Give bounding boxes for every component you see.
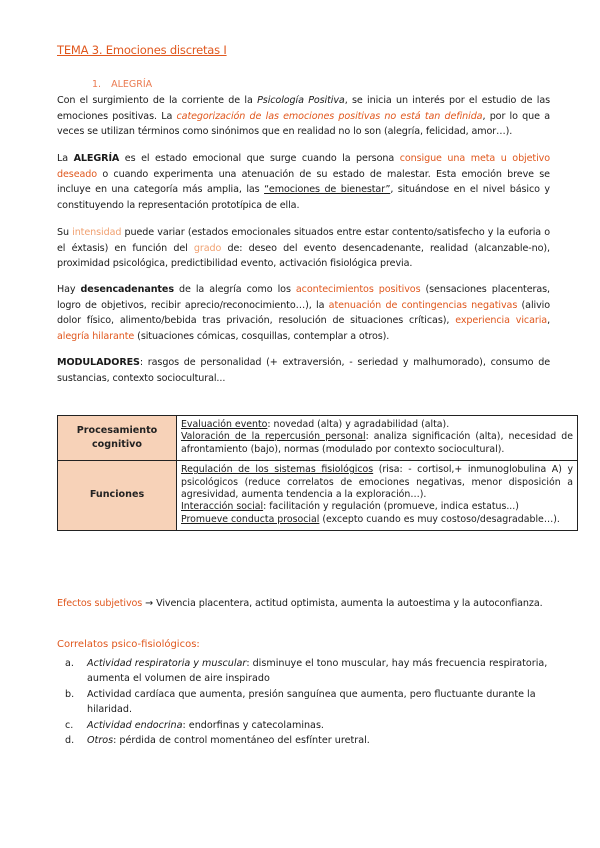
arrow-icon: → bbox=[145, 598, 154, 609]
highlight-hilarious: alegría hilarante bbox=[57, 330, 135, 342]
intro-paragraph: Con el surgimiento de la corriente de la Psicología Positiva, se inicia un interés por el estudio de las emociones positivas. La categorización de las emociones positivas no está tan definida, por lo que a veces se utilizan términos como sinónimos que en realidad no lo son (alegría, felicidad, amor…). bbox=[57, 95, 551, 138]
intensity-paragraph: Su intensidad puede variar (estados emocionales situados entre estar contento/satisfecho y la euforia o el éxtasis) en función del grado de: deseo del evento desencadenante, realidad (alcanzable-no), proximidad psicológica, predictibilidad evento, activación fisiológica previa. bbox=[57, 227, 550, 270]
modulators-paragraph: MODULADORES: rasgos de personalidad (+ extraversión, - seriedad y malhumorado), consumo de sustancias, contexto sociocultural... bbox=[57, 357, 550, 384]
list-item: c. Actividad endocrina: endorfinas y catecolaminas. bbox=[65, 719, 324, 731]
row-content-functions: Regulación de los sistemas fisiológicos (risa: - cortisol,+ inmunoglobulina A) y psicológicos (reduce correlatos de emociones negativas, menor disposición a agresividad, aumenta tendencia a la exploración…). Interacción social: facilitación y regulación (promueve, indica estatus...) Promueve conducta prosocial (excepto cuando es muy costoso/desagradable…). bbox=[177, 461, 578, 531]
row-content-cognitive: Evaluación evento: novedad (alta) y agradabilidad (alta). Valoración de la repercusión personal: analiza significación (alta), necesidad de afrontamiento (bajo), normas (modulado por contexto sociocultural). bbox=[177, 416, 578, 461]
highlight-goal: consigue una meta u objetivo deseado bbox=[57, 153, 550, 180]
row-label-cognitive: Procesamiento cognitivo bbox=[58, 416, 177, 461]
section-label: ALEGRÍA bbox=[111, 79, 153, 90]
effects-paragraph: Efectos subjetivos → Vivencia placentera, actitud optimista, aumenta la autoestima y la autoconfianza. bbox=[57, 598, 543, 609]
summary-table bbox=[57, 415, 578, 531]
table-row bbox=[58, 416, 578, 461]
list-item: d. Otros: pérdida de control momentáneo del esfínter uretral. bbox=[65, 735, 370, 747]
highlight-degree: grado bbox=[193, 242, 222, 254]
table-row bbox=[58, 461, 578, 531]
definition-paragraph: La ALEGRÍA es el estado emocional que surge cuando la persona consigue una meta u objetivo deseado o cuando experimenta una atenuación de su estado de malestar. Esta emoción breve se incluye en una categoría más amplia, las “emociones de bienestar”, situándose en el nivel básico y constituyendo la representación prototípica de ella. bbox=[57, 153, 550, 211]
effects-label: Efectos subjetivos bbox=[57, 598, 143, 609]
correlates-heading: Correlatos psico-fisiológicos: bbox=[57, 639, 200, 650]
list-item: a. Actividad respiratoria y muscular: disminuye el tono muscular, hay más frecuencia respiratoria, aumenta el volumen de aire inspirado bbox=[65, 658, 548, 685]
positive-psychology-term: Psicología Positiva bbox=[257, 95, 345, 106]
wellbeing-emotions-term: “emociones de bienestar” bbox=[264, 184, 391, 196]
modulators-term: MODULADORES bbox=[57, 357, 140, 368]
joy-term: ALEGRÍA bbox=[73, 153, 120, 164]
triggers-term: desencadenantes bbox=[80, 284, 174, 295]
highlight-intensity: intensidad bbox=[72, 227, 122, 238]
highlight-positive-events: acontecimientos positivos bbox=[295, 284, 421, 295]
list-item: b. Actividad cardíaca que aumenta, presión sanguínea que aumenta, pero fluctuante durante la hilaridad. bbox=[65, 688, 536, 716]
highlight-categorization: categorización de las emociones positivas no está tan definida bbox=[176, 110, 483, 122]
triggers-paragraph: Hay desencadenantes de la alegría como los acontecimientos positivos (sensaciones placenteras, logro de objetivos, recibir aprecio/reconocimiento…), la atenuación de contingencias negativas (alivio dolor físico, alimento/bebida tras privación, resolución de situaciones críticas), experiencia vicaria, alegría hilarante (situaciones cómicas, cosquillas, contemplar a otros). bbox=[57, 284, 551, 342]
highlight-attenuation: atenuación de contingencias negativas bbox=[328, 299, 518, 311]
section-number: 1. bbox=[92, 79, 102, 90]
row-label-functions: Funciones bbox=[58, 461, 177, 531]
highlight-vicarious: experiencia vicaria bbox=[455, 315, 548, 327]
section-heading bbox=[92, 79, 152, 90]
page-title: TEMA 3. Emociones discretas I bbox=[57, 43, 227, 57]
correlates-list bbox=[57, 656, 580, 748]
